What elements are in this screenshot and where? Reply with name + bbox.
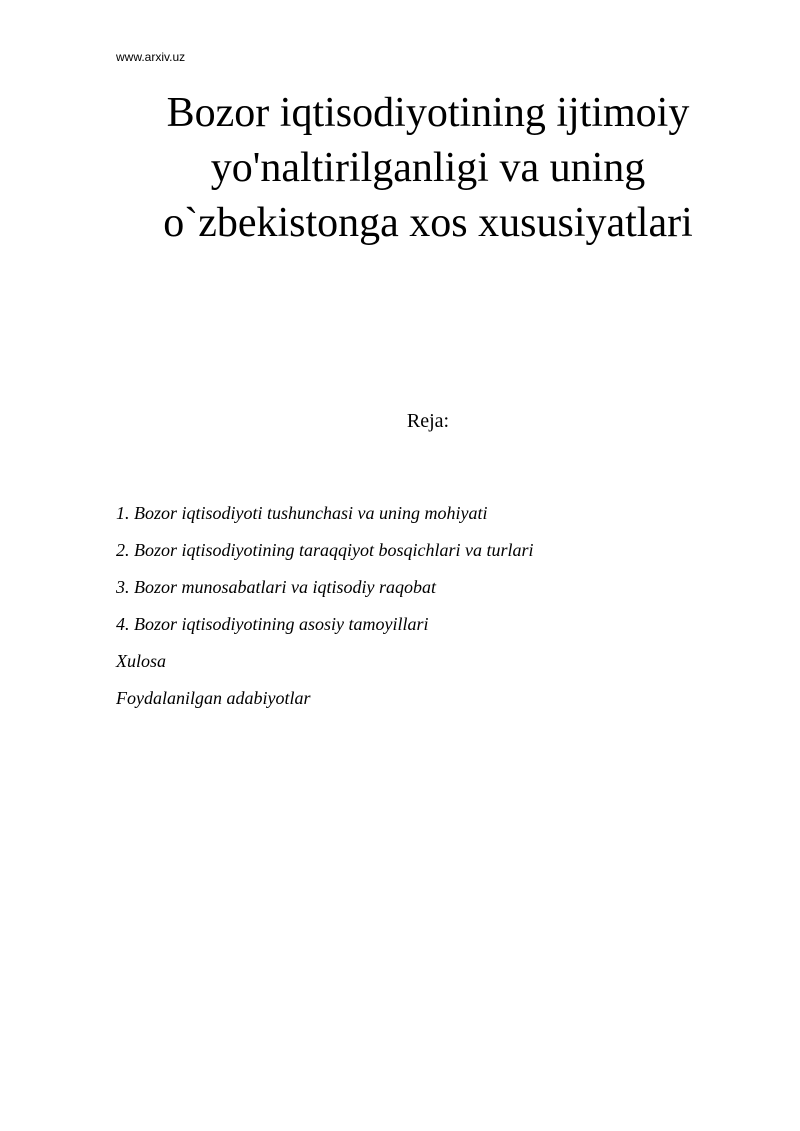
plan-item: Foydalanilgan adabiyotlar xyxy=(116,688,311,708)
title-line: Bozor iqtisodiyotining ijtimoiy xyxy=(166,90,690,136)
document-title xyxy=(116,86,740,251)
plan-heading: Reja: xyxy=(406,410,450,432)
plan-item: 1. Bozor iqtisodiyoti tushunchasi va uning mohiyati xyxy=(116,503,488,523)
plan-list xyxy=(116,500,740,722)
plan-item: 2. Bozor iqtisodiyotining taraqqiyot bosqichlari va turlari xyxy=(116,540,534,560)
plan-item: 3. Bozor munosabatlari va iqtisodiy raqobat xyxy=(116,577,437,597)
title-line: yo'naltirilganligi va uning xyxy=(210,145,646,191)
plan-item: 4. Bozor iqtisodiyotining asosiy tamoyillari xyxy=(116,614,429,634)
plan-item: Xulosa xyxy=(116,651,167,671)
header-url: www.arxiv.uz xyxy=(116,50,186,64)
title-line: o`zbekistonga xos xususiyatlari xyxy=(163,200,693,246)
